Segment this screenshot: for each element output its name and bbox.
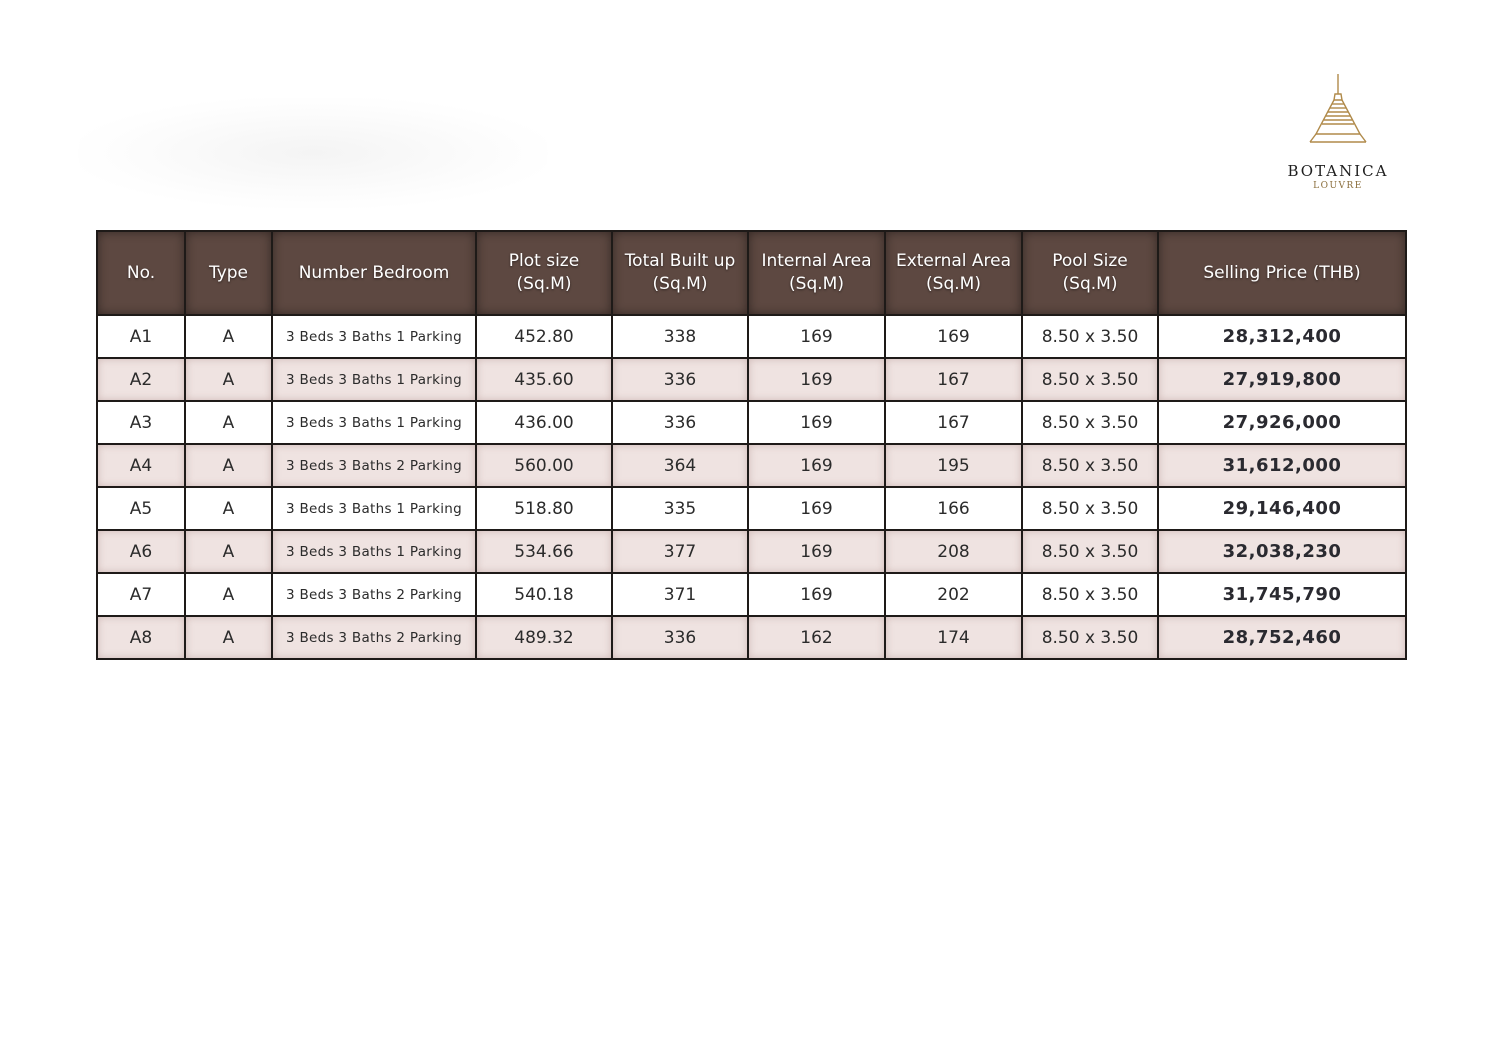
cell-type: A	[185, 616, 272, 659]
cell-total-built-up: 335	[612, 487, 748, 530]
cell-pool-size: 8.50 x 3.50	[1022, 616, 1158, 659]
cell-internal-area: 169	[748, 487, 885, 530]
brand-subtitle: LOUVRE	[1313, 181, 1363, 191]
cell-selling-price: 29,146,400	[1158, 487, 1406, 530]
cell-internal-area: 162	[748, 616, 885, 659]
cell-no: A5	[97, 487, 185, 530]
table-row	[97, 573, 1406, 616]
faded-watermark	[78, 98, 548, 208]
price-table	[96, 230, 1407, 660]
cell-plot-size: 518.80	[476, 487, 612, 530]
cell-external-area: 166	[885, 487, 1022, 530]
cell-total-built-up: 336	[612, 401, 748, 444]
cell-internal-area: 169	[748, 315, 885, 358]
cell-type: A	[185, 358, 272, 401]
cell-selling-price: 27,919,800	[1158, 358, 1406, 401]
cell-plot-size: 489.32	[476, 616, 612, 659]
cell-total-built-up: 336	[612, 358, 748, 401]
cell-external-area: 195	[885, 444, 1022, 487]
header-total-built-up: Total Built up (Sq.M)	[612, 231, 748, 315]
cell-bedroom: 3 Beds 3 Baths 2 Parking	[272, 616, 476, 659]
header-external-area: External Area (Sq.M)	[885, 231, 1022, 315]
cell-external-area: 169	[885, 315, 1022, 358]
cell-selling-price: 28,312,400	[1158, 315, 1406, 358]
header-type: Type	[185, 231, 272, 315]
table-row	[97, 315, 1406, 358]
cell-plot-size: 560.00	[476, 444, 612, 487]
cell-total-built-up: 336	[612, 616, 748, 659]
cell-pool-size: 8.50 x 3.50	[1022, 315, 1158, 358]
cell-pool-size: 8.50 x 3.50	[1022, 358, 1158, 401]
header-pool-size: Pool Size (Sq.M)	[1022, 231, 1158, 315]
table-row	[97, 616, 1406, 659]
header-no: No.	[97, 231, 185, 315]
cell-no: A6	[97, 530, 185, 573]
cell-pool-size: 8.50 x 3.50	[1022, 487, 1158, 530]
cell-total-built-up: 377	[612, 530, 748, 573]
pagoda-logo-icon	[1306, 72, 1370, 148]
cell-bedroom: 3 Beds 3 Baths 2 Parking	[272, 573, 476, 616]
cell-external-area: 202	[885, 573, 1022, 616]
cell-internal-area: 169	[748, 358, 885, 401]
cell-bedroom: 3 Beds 3 Baths 1 Parking	[272, 487, 476, 530]
cell-type: A	[185, 573, 272, 616]
cell-internal-area: 169	[748, 573, 885, 616]
cell-plot-size: 540.18	[476, 573, 612, 616]
cell-total-built-up: 371	[612, 573, 748, 616]
cell-bedroom: 3 Beds 3 Baths 1 Parking	[272, 315, 476, 358]
cell-pool-size: 8.50 x 3.50	[1022, 573, 1158, 616]
header-internal-area: Internal Area (Sq.M)	[748, 231, 885, 315]
cell-external-area: 167	[885, 401, 1022, 444]
table-header-row	[97, 231, 1406, 315]
cell-bedroom: 3 Beds 3 Baths 1 Parking	[272, 530, 476, 573]
cell-selling-price: 28,752,460	[1158, 616, 1406, 659]
cell-type: A	[185, 530, 272, 573]
table-row	[97, 530, 1406, 573]
cell-plot-size: 435.60	[476, 358, 612, 401]
cell-total-built-up: 338	[612, 315, 748, 358]
cell-external-area: 174	[885, 616, 1022, 659]
header-plot-size: Plot size (Sq.M)	[476, 231, 612, 315]
cell-no: A7	[97, 573, 185, 616]
cell-internal-area: 169	[748, 444, 885, 487]
cell-no: A2	[97, 358, 185, 401]
cell-pool-size: 8.50 x 3.50	[1022, 530, 1158, 573]
cell-type: A	[185, 401, 272, 444]
cell-plot-size: 534.66	[476, 530, 612, 573]
cell-external-area: 208	[885, 530, 1022, 573]
cell-plot-size: 452.80	[476, 315, 612, 358]
cell-selling-price: 31,745,790	[1158, 573, 1406, 616]
cell-pool-size: 8.50 x 3.50	[1022, 401, 1158, 444]
cell-no: A1	[97, 315, 185, 358]
cell-no: A3	[97, 401, 185, 444]
cell-plot-size: 436.00	[476, 401, 612, 444]
cell-bedroom: 3 Beds 3 Baths 1 Parking	[272, 401, 476, 444]
header-bedroom: Number Bedroom	[272, 231, 476, 315]
table-row	[97, 444, 1406, 487]
table-row	[97, 358, 1406, 401]
cell-type: A	[185, 444, 272, 487]
table-row	[97, 401, 1406, 444]
cell-bedroom: 3 Beds 3 Baths 2 Parking	[272, 444, 476, 487]
cell-internal-area: 169	[748, 530, 885, 573]
header-selling-price: Selling Price (THB)	[1158, 231, 1406, 315]
cell-no: A8	[97, 616, 185, 659]
cell-selling-price: 32,038,230	[1158, 530, 1406, 573]
cell-type: A	[185, 315, 272, 358]
brand-name: BOTANICA	[1287, 162, 1389, 180]
botanica-logo	[1270, 72, 1406, 202]
cell-pool-size: 8.50 x 3.50	[1022, 444, 1158, 487]
cell-total-built-up: 364	[612, 444, 748, 487]
cell-external-area: 167	[885, 358, 1022, 401]
cell-type: A	[185, 487, 272, 530]
cell-selling-price: 31,612,000	[1158, 444, 1406, 487]
cell-bedroom: 3 Beds 3 Baths 1 Parking	[272, 358, 476, 401]
cell-selling-price: 27,926,000	[1158, 401, 1406, 444]
table-row	[97, 487, 1406, 530]
cell-internal-area: 169	[748, 401, 885, 444]
cell-no: A4	[97, 444, 185, 487]
